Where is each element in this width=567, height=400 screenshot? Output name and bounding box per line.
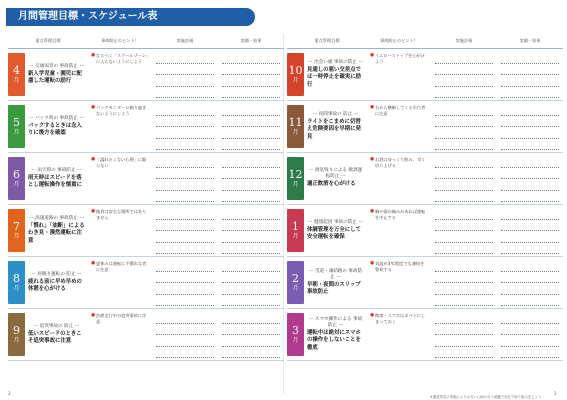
write-line xyxy=(156,315,214,324)
write-line xyxy=(222,107,280,116)
month-number: 9 xyxy=(13,324,20,337)
result-field[interactable] xyxy=(497,309,563,360)
month-number: 7 xyxy=(13,220,20,233)
month-suffix: 月 xyxy=(292,285,299,292)
write-line xyxy=(156,193,214,202)
plan-field[interactable] xyxy=(431,205,497,256)
goal-text xyxy=(304,209,364,252)
write-line xyxy=(501,118,559,127)
schedule-rows-left xyxy=(8,49,284,361)
table-row xyxy=(8,49,284,101)
goal-text xyxy=(25,313,85,356)
goal-main: 雨天時はスピードを落とし運転操作を慎重に xyxy=(28,174,82,188)
result-field[interactable] xyxy=(497,257,563,308)
table-row xyxy=(8,153,284,205)
goal-cell xyxy=(287,153,367,204)
month-badge xyxy=(287,53,304,96)
write-line xyxy=(222,66,280,75)
goal-text xyxy=(304,313,364,356)
write-line xyxy=(222,326,280,335)
goal-subtitle: ー 交通弱者の 事故防止 ー xyxy=(29,63,84,69)
month-suffix: 月 xyxy=(13,129,20,136)
write-line xyxy=(222,274,280,283)
goal-subtitle: ー 雪道・凍結路の 事故防止 ー xyxy=(308,268,363,280)
header-hint: 事故防止のヒント！ xyxy=(380,38,418,43)
page-number-left: 2 xyxy=(8,391,11,396)
header-plan: 実施計画 xyxy=(455,38,473,43)
write-line xyxy=(222,315,280,324)
write-line xyxy=(222,170,280,179)
plan-field[interactable] xyxy=(431,309,497,360)
bullet-icon: ● xyxy=(370,157,375,162)
write-line xyxy=(222,245,280,254)
header-result: 実績・結果 xyxy=(519,38,541,43)
write-line xyxy=(501,274,559,283)
table-row xyxy=(287,309,563,361)
month-badge xyxy=(287,157,304,200)
month-badge xyxy=(287,313,304,356)
write-line xyxy=(435,263,493,272)
write-line xyxy=(222,159,280,168)
write-line xyxy=(501,338,559,347)
hint-cell xyxy=(88,205,152,256)
month-suffix: 月 xyxy=(292,129,299,136)
hint-text: 右から横断してくる歩行者に注意 xyxy=(375,105,426,117)
goal-subtitle: ー 追突事故の 防止 ー xyxy=(33,323,80,329)
write-line xyxy=(156,159,214,168)
header-hint: 事故防止のヒント！ xyxy=(101,38,139,43)
hint-cell xyxy=(367,309,431,360)
goal-text xyxy=(304,157,364,200)
month-suffix: 月 xyxy=(292,337,299,344)
write-line xyxy=(222,349,280,358)
write-line xyxy=(156,211,214,220)
goal-main: 低いスピードのときこそ追突事故に注意 xyxy=(28,330,82,344)
write-line xyxy=(222,297,280,306)
write-line xyxy=(222,234,280,243)
write-line xyxy=(435,182,493,191)
write-line xyxy=(435,326,493,335)
write-line xyxy=(222,338,280,347)
result-field[interactable] xyxy=(218,257,284,308)
header-result: 実績・結果 xyxy=(240,38,262,43)
plan-field[interactable] xyxy=(152,257,218,308)
right-page xyxy=(287,34,563,390)
table-row xyxy=(287,153,563,205)
month-number: 3 xyxy=(292,324,299,337)
table-row xyxy=(287,101,563,153)
write-line xyxy=(435,274,493,283)
header-plan: 実施計画 xyxy=(176,38,194,43)
hint-text: なるべく「スクールゾーン」に入らないようにしよう xyxy=(96,53,149,65)
table-row xyxy=(8,101,284,153)
write-line xyxy=(501,263,559,272)
footnote: ※適宜防災の実施によりお互いに助け合う意識で全社で取り組みましょう xyxy=(430,395,542,399)
write-line xyxy=(435,107,493,116)
goal-text xyxy=(25,261,85,304)
write-line xyxy=(501,66,559,75)
hint-text: 気温が3℃程度でも凍結を警戒する xyxy=(375,261,425,273)
hint-text: 携帯・スマホはカバンにしまっておく xyxy=(375,313,426,325)
write-line xyxy=(501,55,559,64)
month-suffix: 月 xyxy=(292,77,299,84)
goal-cell xyxy=(8,309,88,360)
goal-cell xyxy=(8,101,88,152)
write-line xyxy=(435,234,493,243)
month-badge xyxy=(287,209,304,252)
write-line xyxy=(156,349,214,358)
bullet-icon: ● xyxy=(91,261,96,266)
goal-subtitle: ー 健康起因 事故の防止 ー xyxy=(308,219,363,225)
month-number: 2 xyxy=(292,272,299,285)
write-line xyxy=(435,245,493,254)
write-line xyxy=(501,107,559,116)
bullet-icon: ● xyxy=(91,157,96,162)
month-number: 12 xyxy=(288,168,303,181)
plan-field[interactable] xyxy=(152,309,218,360)
write-line xyxy=(222,78,280,87)
month-number: 6 xyxy=(13,168,20,181)
plan-field[interactable] xyxy=(431,257,497,308)
write-line xyxy=(435,286,493,295)
write-line xyxy=(435,349,493,358)
write-line xyxy=(501,130,559,139)
write-line xyxy=(435,222,493,231)
write-line xyxy=(435,66,493,75)
goal-main: 疲れる前に早め早めの休憩を心がける xyxy=(28,278,82,292)
month-badge xyxy=(8,209,25,252)
goal-cell xyxy=(287,257,367,308)
goal-text xyxy=(25,53,85,96)
month-number: 8 xyxy=(13,272,20,285)
goal-cell xyxy=(287,309,367,360)
goal-cell xyxy=(287,101,367,152)
hint-cell xyxy=(367,257,431,308)
goal-subtitle: ー 酒気残りによる 飲酒運転防止 ー xyxy=(308,168,363,180)
write-line xyxy=(435,55,493,64)
write-line xyxy=(156,89,214,98)
write-line xyxy=(156,182,214,191)
write-line xyxy=(435,315,493,324)
result-field[interactable] xyxy=(218,309,284,360)
hint-cell xyxy=(367,49,431,100)
table-row xyxy=(8,309,284,361)
goal-main: 体調管理を万全にして安全運転を確保 xyxy=(307,226,361,240)
write-line xyxy=(501,89,559,98)
goal-text xyxy=(25,209,85,252)
goal-subtitle: ー 雨天時の 事故防止 ー xyxy=(31,167,82,173)
result-field[interactable] xyxy=(218,101,284,152)
month-suffix: 月 xyxy=(292,181,299,188)
hint-text: 胸や頭の痛みがあれば運転を中止する xyxy=(375,209,426,221)
write-line xyxy=(222,222,280,231)
bullet-icon: ● xyxy=(370,209,375,214)
write-line xyxy=(222,286,280,295)
write-line xyxy=(222,211,280,220)
write-line xyxy=(222,118,280,127)
write-line xyxy=(156,130,214,139)
hint-text: イエローストップを心がけよう xyxy=(375,53,425,65)
month-badge xyxy=(287,261,304,304)
left-page xyxy=(8,34,284,390)
table-row xyxy=(287,49,563,101)
month-suffix: 月 xyxy=(13,285,20,292)
goal-subtitle: ー 高速道路の 事故防止 ー xyxy=(29,216,84,222)
hint-text: 夏休みは運転に不慣れな者に注意 xyxy=(96,261,147,273)
write-line xyxy=(156,245,214,254)
hint-cell xyxy=(88,257,152,308)
write-line xyxy=(501,182,559,191)
write-line xyxy=(435,130,493,139)
goal-text xyxy=(304,105,364,148)
write-line xyxy=(156,338,214,347)
write-line xyxy=(156,55,214,64)
write-line xyxy=(435,170,493,179)
write-line xyxy=(435,297,493,306)
write-line xyxy=(501,170,559,179)
hint-cell xyxy=(88,309,152,360)
page-number-right: 3 xyxy=(554,391,557,396)
write-line xyxy=(501,78,559,87)
result-field[interactable] xyxy=(218,205,284,256)
goal-cell xyxy=(287,205,367,256)
goal-main: 早朝・夜間のスリップ事故防止 xyxy=(307,281,361,295)
result-field[interactable] xyxy=(497,205,563,256)
bullet-icon: ● xyxy=(370,261,375,266)
month-badge xyxy=(8,53,25,96)
write-line xyxy=(156,222,214,231)
goal-cell xyxy=(8,49,88,100)
bullet-icon: ● xyxy=(91,53,96,58)
write-line xyxy=(435,159,493,168)
goal-cell xyxy=(287,49,367,100)
write-line xyxy=(501,326,559,335)
write-line xyxy=(156,297,214,306)
table-header xyxy=(287,34,563,49)
write-line xyxy=(501,193,559,202)
bullet-icon: ● xyxy=(91,105,96,110)
write-line xyxy=(435,118,493,127)
result-field[interactable] xyxy=(497,101,563,152)
write-line xyxy=(222,193,280,202)
plan-field[interactable] xyxy=(431,101,497,152)
hint-cell xyxy=(367,101,431,152)
goal-text xyxy=(25,105,85,148)
bullet-icon: ● xyxy=(370,105,375,110)
table-row xyxy=(8,205,284,257)
month-suffix: 月 xyxy=(13,233,20,240)
goal-cell xyxy=(8,257,88,308)
result-field[interactable] xyxy=(218,153,284,204)
bullet-icon: ● xyxy=(370,313,375,318)
write-line xyxy=(222,182,280,191)
plan-field[interactable] xyxy=(152,101,218,152)
hint-cell xyxy=(88,101,152,152)
write-line xyxy=(156,286,214,295)
goal-subtitle: ー スマホ操作による 事故防止 ー xyxy=(308,317,363,329)
header-goal: 重点管理目標 xyxy=(35,38,61,43)
write-line xyxy=(435,211,493,220)
table-row xyxy=(8,257,284,309)
write-line xyxy=(222,263,280,272)
hint-text: 路肩は安全な場所ではありません xyxy=(96,209,147,221)
write-line xyxy=(501,245,559,254)
month-badge xyxy=(8,157,25,200)
write-line xyxy=(222,89,280,98)
write-line xyxy=(156,234,214,243)
write-line xyxy=(501,159,559,168)
hint-cell xyxy=(367,205,431,256)
goal-text xyxy=(304,261,364,304)
bullet-icon: ● xyxy=(91,313,96,318)
plan-field[interactable] xyxy=(431,49,497,100)
goal-text xyxy=(304,53,364,96)
table-row xyxy=(287,205,563,257)
table-row xyxy=(287,257,563,309)
goal-main: 見通しの悪い交差点では一時停止を確実に励行 xyxy=(307,67,361,88)
hint-cell xyxy=(88,49,152,100)
write-line xyxy=(222,141,280,150)
goal-main: 「慣れ」「油断」によるわき見・漫然運転に注意 xyxy=(28,223,85,244)
goal-main: バックするときは念入りに後方を確認 xyxy=(28,122,82,136)
write-line xyxy=(501,234,559,243)
goal-main: 新入学児童・園児に配慮した運転の励行 xyxy=(28,70,82,84)
bullet-icon: ● xyxy=(91,209,96,214)
plan-field[interactable] xyxy=(152,205,218,256)
goal-cell xyxy=(8,205,88,256)
write-line xyxy=(501,222,559,231)
write-line xyxy=(156,107,214,116)
write-line xyxy=(501,141,559,150)
month-number: 10 xyxy=(288,64,303,77)
plan-field[interactable] xyxy=(152,153,218,204)
write-line xyxy=(501,349,559,358)
write-line xyxy=(501,315,559,324)
write-line xyxy=(156,326,214,335)
write-line xyxy=(156,78,214,87)
write-line xyxy=(435,141,493,150)
plan-field[interactable] xyxy=(431,153,497,204)
write-line xyxy=(222,130,280,139)
write-line xyxy=(501,286,559,295)
goal-subtitle: ー 居眠り運転の 防止 ー xyxy=(31,271,82,277)
write-line xyxy=(156,263,214,272)
header-goal: 重点管理目標 xyxy=(314,38,340,43)
month-badge xyxy=(8,313,25,356)
month-badge xyxy=(8,261,25,304)
write-line xyxy=(156,118,214,127)
goal-subtitle: ー バック時の 事故防止 ー xyxy=(29,115,84,121)
hint-cell xyxy=(367,153,431,204)
month-number: 1 xyxy=(292,220,299,233)
write-line xyxy=(156,170,214,179)
goal-subtitle: ー 出会い頭 事故の防止 ー xyxy=(308,60,363,66)
write-line xyxy=(435,89,493,98)
goal-main: 適正飲酒を心がける xyxy=(307,181,356,188)
hint-cell xyxy=(88,153,152,204)
write-line xyxy=(156,141,214,150)
hint-text: お酒はゆっくり飲み、早く切り上げる xyxy=(375,157,426,169)
goal-text xyxy=(25,157,85,200)
month-suffix: 月 xyxy=(292,233,299,240)
month-suffix: 月 xyxy=(13,181,20,188)
hint-text: バックモニターに頼り過ぎないようにしよう xyxy=(96,105,147,117)
schedule-rows-right xyxy=(287,49,563,361)
hint-text: 「濡れたくない心理」に陥らない xyxy=(96,157,147,169)
month-number: 4 xyxy=(13,64,20,77)
goal-main: 運転中は絶対にスマホの操作をしないことを徹底 xyxy=(307,330,361,351)
header-band xyxy=(0,0,567,34)
hint-text: 渋滞走行中の追突事故に注意 xyxy=(96,313,147,325)
month-badge xyxy=(287,105,304,148)
write-line xyxy=(501,211,559,220)
bullet-icon: ● xyxy=(370,53,375,58)
result-field[interactable] xyxy=(218,49,284,100)
table-header xyxy=(8,34,284,49)
result-field[interactable] xyxy=(497,153,563,204)
month-suffix: 月 xyxy=(13,337,20,344)
month-suffix: 月 xyxy=(13,77,20,84)
month-badge xyxy=(8,105,25,148)
month-number: 5 xyxy=(13,116,20,129)
write-line xyxy=(435,338,493,347)
goal-subtitle: ー 夜間事故の 防止 ー xyxy=(312,112,359,118)
page-title: 月間管理目標・スケジュール表 xyxy=(10,8,255,26)
write-line xyxy=(222,55,280,64)
write-line xyxy=(435,78,493,87)
goal-cell xyxy=(8,153,88,204)
result-field[interactable] xyxy=(497,49,563,100)
write-line xyxy=(156,66,214,75)
plan-field[interactable] xyxy=(152,49,218,100)
write-line xyxy=(156,274,214,283)
write-line xyxy=(435,193,493,202)
write-line xyxy=(501,297,559,306)
goal-main: ライトをこまめに切替え危険要因を早期に発見 xyxy=(307,119,361,140)
month-number: 11 xyxy=(288,116,303,129)
